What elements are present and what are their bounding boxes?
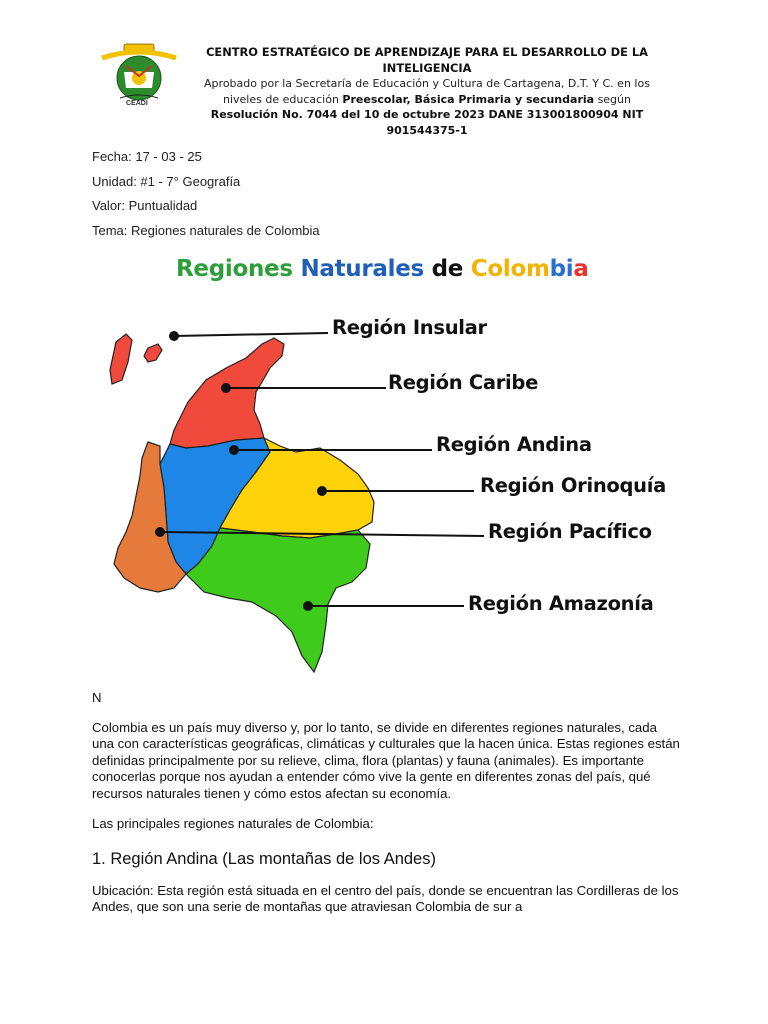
label-region-pacifico: Región Pacífico (488, 520, 652, 543)
label-region-andina: Región Andina (436, 433, 592, 456)
ubicacion-paragraph: Ubicación: Esta región está situada en el centro del país, donde se encuentran las Cordilleras de los Andes, que son una serie de montañas que atraviesan Colombia de sur a (92, 883, 679, 915)
resolution-text: Resolución No. 7044 del 10 de octubre 2023 DANE 313001800904 NIT 901544375-1 (210, 108, 644, 137)
title-word: Colom (470, 256, 550, 282)
title-word: Naturales (300, 256, 432, 282)
label-region-insular: Región Insular (332, 316, 487, 339)
segun-word: según (597, 92, 631, 106)
title-word: bi (549, 256, 574, 282)
tema-line: Tema: Regiones naturales de Colombia (92, 223, 320, 238)
region-amazonia-shape (186, 528, 370, 672)
title-word: de (431, 256, 471, 282)
principales-line: Las principales regiones naturales de Colombia: (92, 816, 374, 831)
region-caribe-shape (170, 338, 284, 448)
region-insular-shape (144, 344, 162, 362)
label-region-caribe: Región Caribe (388, 371, 539, 394)
fecha-line: Fecha: 17 - 03 - 25 (92, 149, 202, 164)
school-logo (96, 42, 182, 118)
intro-paragraph: Colombia es un país muy diverso y, por lo tanto, se divide en diferentes regiones naturales, cada una con características geográficas, climáticas y culturales que la hacen única. Estas regiones están definidas principalmente por su relieve, clima, flora (plantas) y fauna (animales). Es importante conocerlas porque nos ayudan a entender cómo vive la gente en diferentes zonas del país, qué recursos naturales tienen y cómo estos afectan su economía. (92, 720, 680, 801)
section-heading-andina: 1. Región Andina (Las montañas de los Andes) (92, 850, 436, 868)
region-insular-shape (110, 334, 132, 384)
education-levels: Preescolar, Básica Primaria y secundaria (342, 92, 595, 106)
approval-prefix: Aprobado por la Secretaría de Educación y Cultura de Cartagena, D.T. Y C. en los niveles de educación (204, 77, 650, 106)
institution-name: CENTRO ESTRATÉGICO DE APRENDIZAJE PARA EL DESARROLLO DE LA INTELIGENCIA (206, 45, 648, 75)
approval-text (188, 76, 666, 138)
unidad-line: Unidad: #1 - 7° Geografía (92, 174, 241, 189)
valor-line: Valor: Puntualidad (92, 198, 198, 213)
label-region-amazonia: Región Amazonía (468, 592, 654, 615)
colombia-regions-map (96, 252, 676, 682)
title-word: a (573, 256, 589, 282)
label-region-orinoquia: Región Orinoquía (480, 474, 666, 497)
document-header (188, 45, 666, 138)
title-word: Regiones (176, 256, 301, 282)
logo-text: CEADI (126, 100, 148, 107)
stray-letter: N (92, 690, 102, 705)
